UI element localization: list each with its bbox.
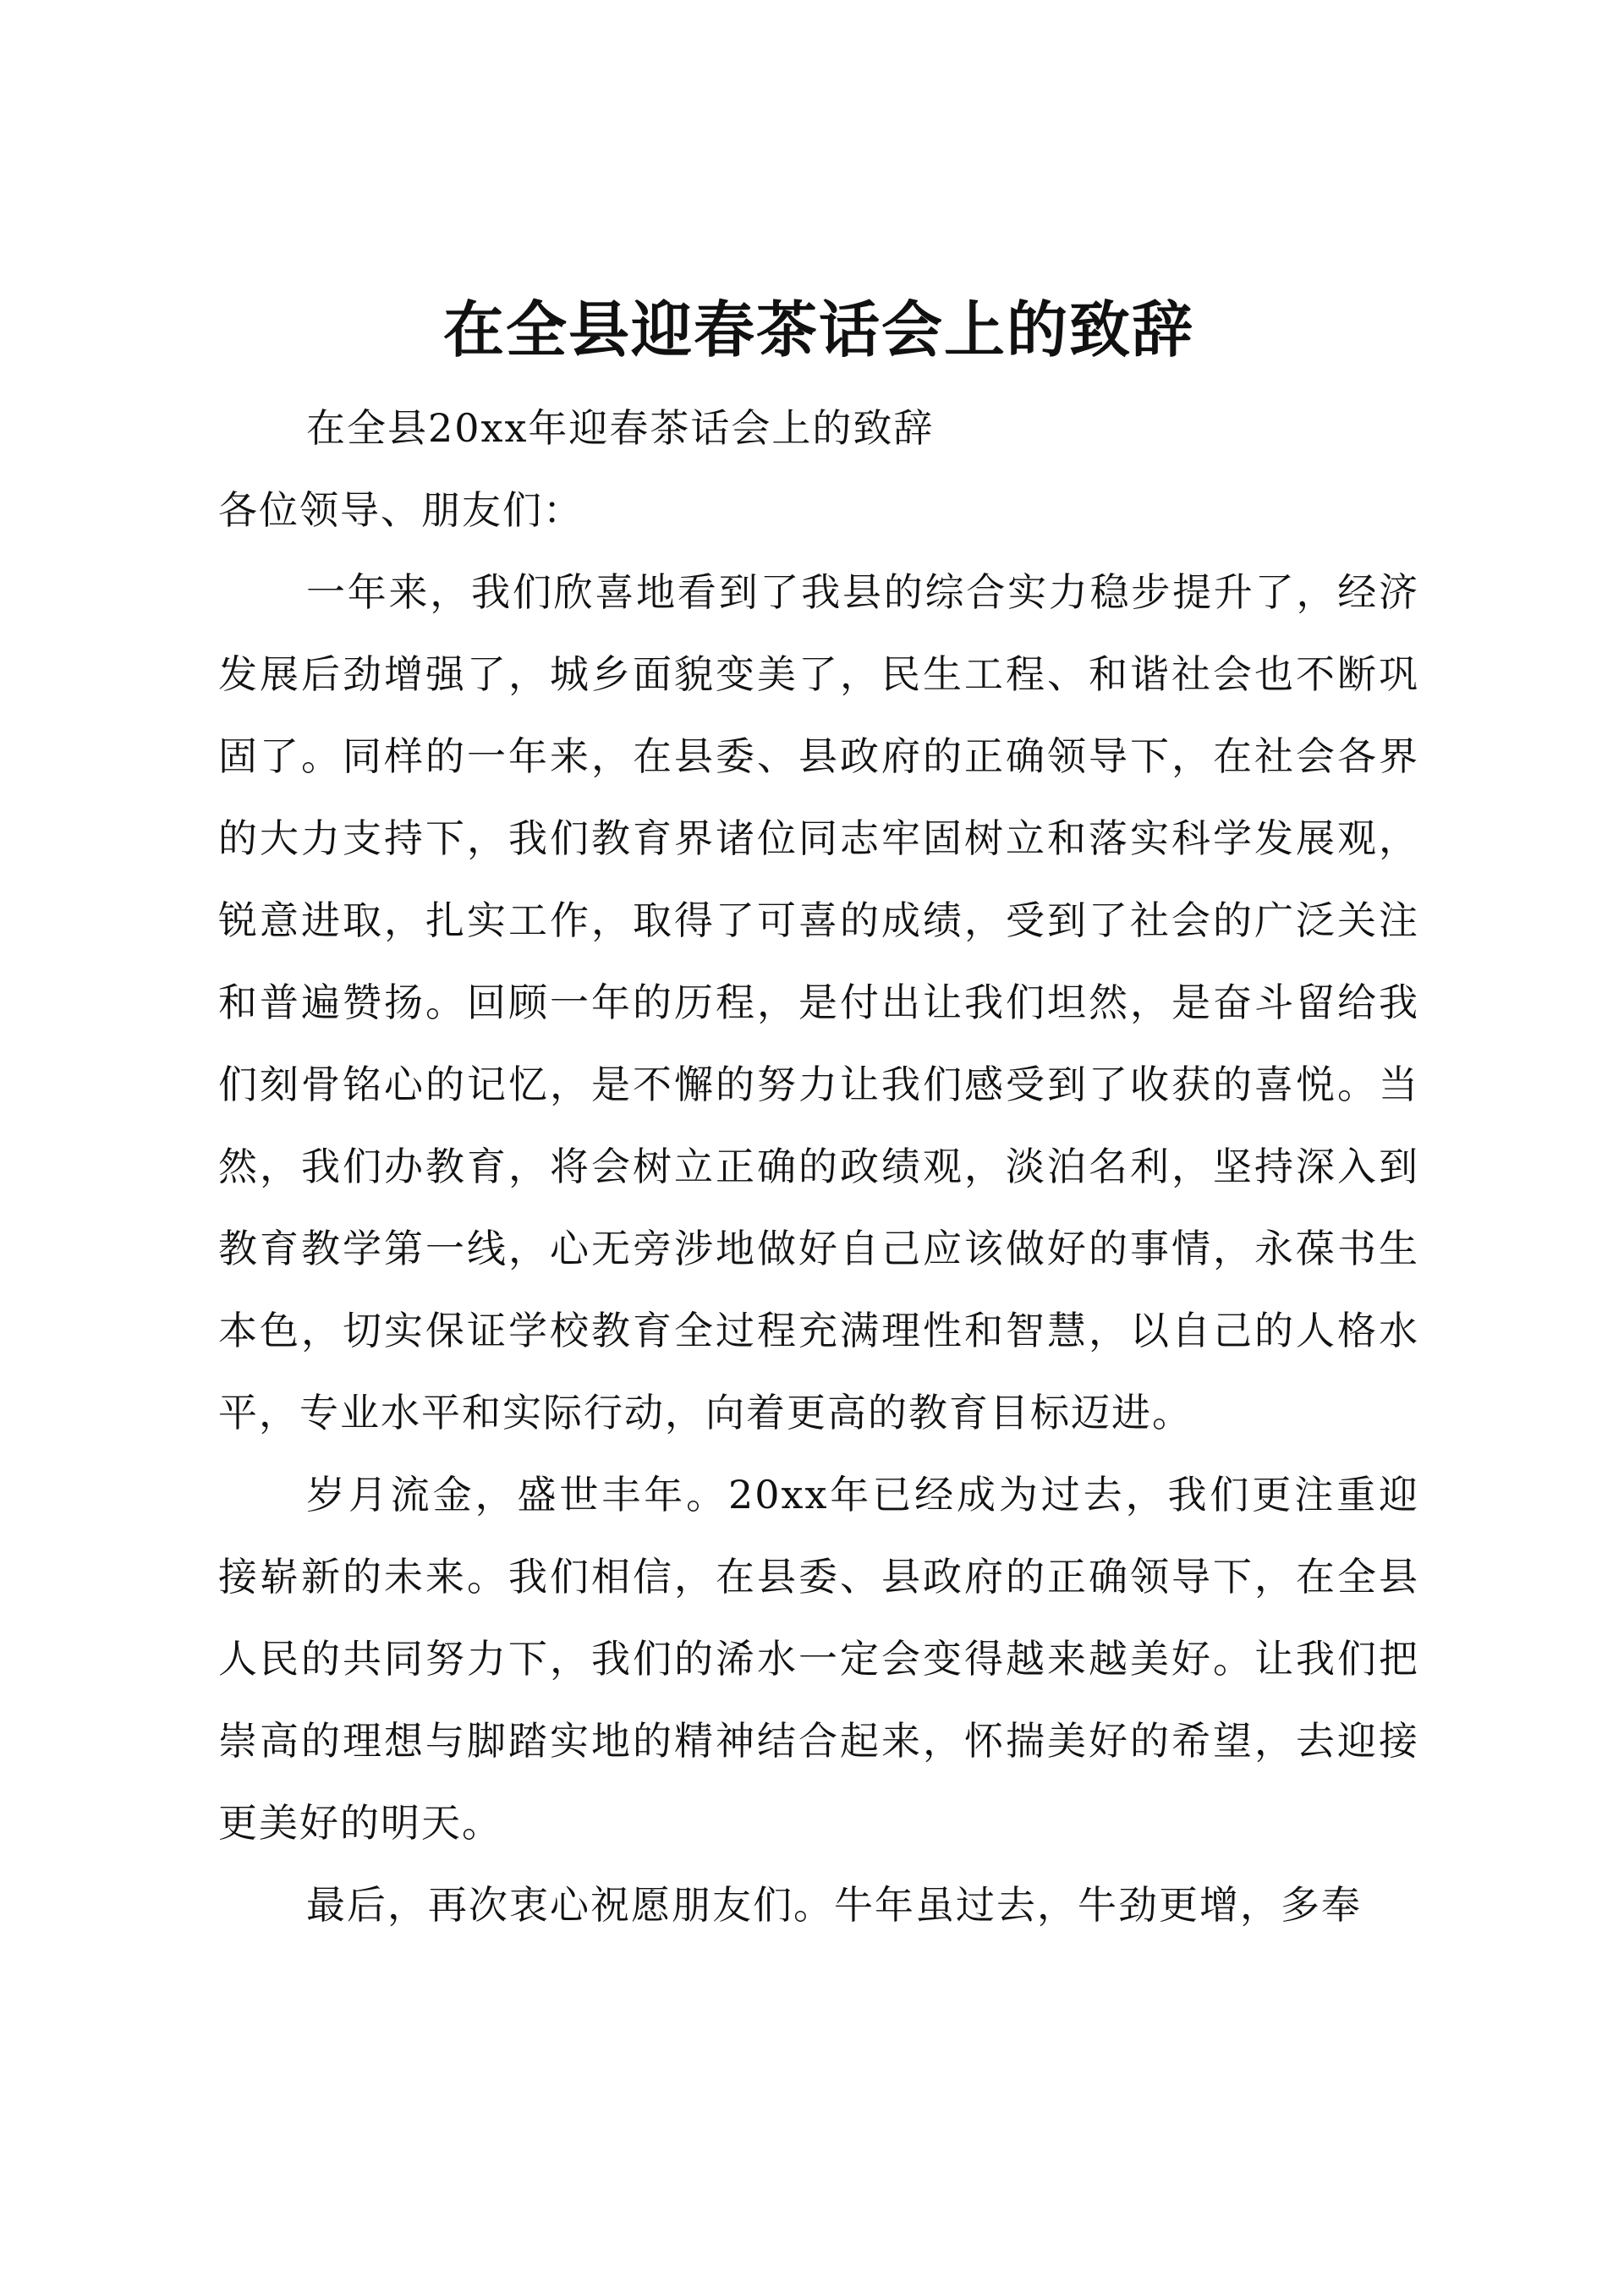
document-title: 在全县迎春茶话会上的致辞 (442, 294, 1194, 365)
document-subtitle: 在全县20xx年迎春茶话会上的致辞 (306, 405, 935, 451)
document-body (218, 279, 1419, 1946)
paragraph-2: 岁月流金，盛世丰年。20xx年已经成为过去，我们更注重迎接崭新的未来。我们相信，在县委、县政府的正确领导下，在全县人民的共同努力下，我们的浠水一定会变得越来越美好。让我们把崇高的理想与脚踏实地的精神结合起来，怀揣美好的希望，去迎接更美好的明天。 (218, 1472, 1419, 1846)
salutation: 各位领导、朋友们： (218, 487, 584, 533)
paragraph-3: 最后，再次衷心祝愿朋友们。牛年虽过去，牛劲更增，多奉 (306, 1882, 1362, 1928)
paragraph-1: 一年来，我们欣喜地看到了我县的综合实力稳步提升了，经济发展后劲增强了，城乡面貌变美了，民生工程、和谐社会也不断巩固了。同样的一年来，在县委、县政府的正确领导下，在社会各界的大力支持下，我们教育界诸位同志牢固树立和落实科学发展观，锐意进取，扎实工作，取得了可喜的成绩，受到了社会的广泛关注和普遍赞扬。回顾一年的历程，是付出让我们坦然，是奋斗留给我们刻骨铭心的记忆，是不懈的努力让我们感受到了收获的喜悦。当然，我们办教育，将会树立正确的政绩观，淡泊名利，坚持深入到教育教学第一线，心无旁涉地做好自己应该做好的事情，永葆书生本色，切实保证学校教育全过程充满理性和智慧，以自己的人格水平，专业水平和实际行动，向着更高的教育目标迈进。 (218, 569, 1419, 1435)
